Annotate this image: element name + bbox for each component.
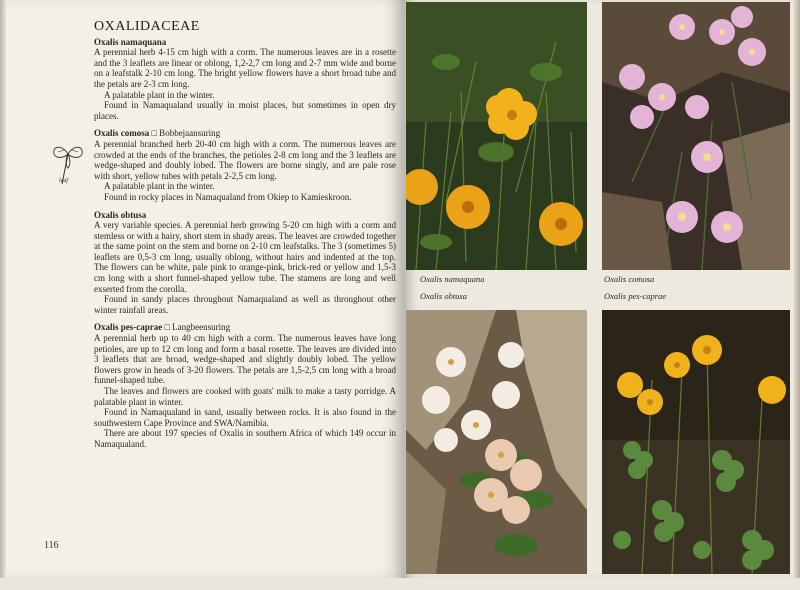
family-heading: OXALIDACEAE [94,19,200,34]
photo-oxalis-comosa [602,2,790,270]
caption-bottom-right: Oxalis pes-caprae [604,291,667,301]
species-entry [94,37,396,122]
species-entry [94,128,396,202]
species-header [94,128,396,139]
species-header [94,210,396,221]
species-note: Found in Namaqualand in sand, usually between rocks. It is also found in the southwestern Cape Province and SWA/Namibia. [94,407,396,428]
species-header [94,322,396,333]
left-page-text [94,19,396,457]
species-description: A perennial herb 4-15 cm high with a corm. The numerous leaves are in a rosette and the 3 leaflets are linear or oblong, 1,2-2,7 cm long and 2-7 mm wide and borne on a leafstalk 2-10 cm long. The bright yellow flowers have a short broad tube and the petals are 2-3 cm long. [94,47,396,89]
species-name: Oxalis comosa [94,128,150,139]
species-description: A perennial herb up to 40 cm high with a corm. The numerous leaves have long petioles, are up to 12 cm long and form a basal rosette. The leaves are divided into 3 leaflets that are broad, wedge-shaped and slightly doubly lobed. The yellow flowers grow in heads of 3-20 flowers. The petals are 1,5-2,5 cm long with a broad funnel-shaped tube. [94,333,396,386]
background-strip [0,578,800,590]
species-note: Found in Namaqualand usually in moist places, but sometimes in open dry places. [94,100,396,121]
species-name: Oxalis obtusa [94,209,147,220]
species-description: A perennial branched herb 20-40 cm high with a corm. The numerous leaves are crowded at the ends of the branches, the petioles 2-8 cm long and the 3 leaflets are wedge-shaped and doubly lobed. The flowers are borne singly, and are pale rose with short, yellow tubes with petals 2-2,5 cm long. [94,138,396,181]
species-name: Oxalis namaquana [94,36,167,47]
caption-top-left: Oxalis namaquana [420,274,485,284]
right-page-edge [794,0,800,578]
photo-oxalis-obtusa [406,310,587,574]
leaf-sketch-icon [48,140,88,190]
species-note: The leaves and flowers are cooked with goats' milk to make a tasty porridge. A palatable plant in winter. [94,386,396,407]
leaf-label: leaf [59,178,68,184]
species-note: A palatable plant in the winter. [104,181,215,192]
local-name: □ Langbeensuring [164,322,231,333]
photo-oxalis-namaquana [406,2,587,270]
species-note: Found in sandy places throughout Namaqualand as well as throughout other winter rainfall areas. [94,294,396,315]
species-note: A palatable plant in the winter. [104,89,215,100]
caption-bottom-left: Oxalis obtusa [420,291,467,301]
species-note: There are about 197 species of Oxalis in southern Africa of which 149 occur in Namaqualand. [94,428,396,449]
right-page [404,0,794,578]
left-page [6,0,404,578]
photo-oxalis-pes-caprae [602,310,790,574]
species-name: Oxalis pes-caprae [94,322,163,333]
species-entry [94,210,396,316]
caption-top-right: Oxalis comosa [604,274,655,284]
page-number: 116 [44,540,59,551]
local-name: □ Bobbejaansuring [151,128,221,139]
species-description: A very variable species. A perennial herb growing 5-20 cm high with a corm and stemless or with a hairy, short stem in shady areas. The leaves are crowded together at the same point on the stem and borne on 2-10 cm leafstalks. The 3 (sometimes 5) leaflets are 0,5-3 cm long, usually oblong, without hairs and indented at the top. The flowers can be white, pale pink to orange-pink, brick-red or yellow and 1,5-3 cm long with a short funnel-shaped yellow tube. The stamens are long and well exserted from the corolla. [94,220,396,294]
species-header [94,37,396,48]
species-note: Found in rocky places in Namaqualand from Okiep to Kamieskroon. [104,191,352,202]
species-entry [94,322,396,449]
